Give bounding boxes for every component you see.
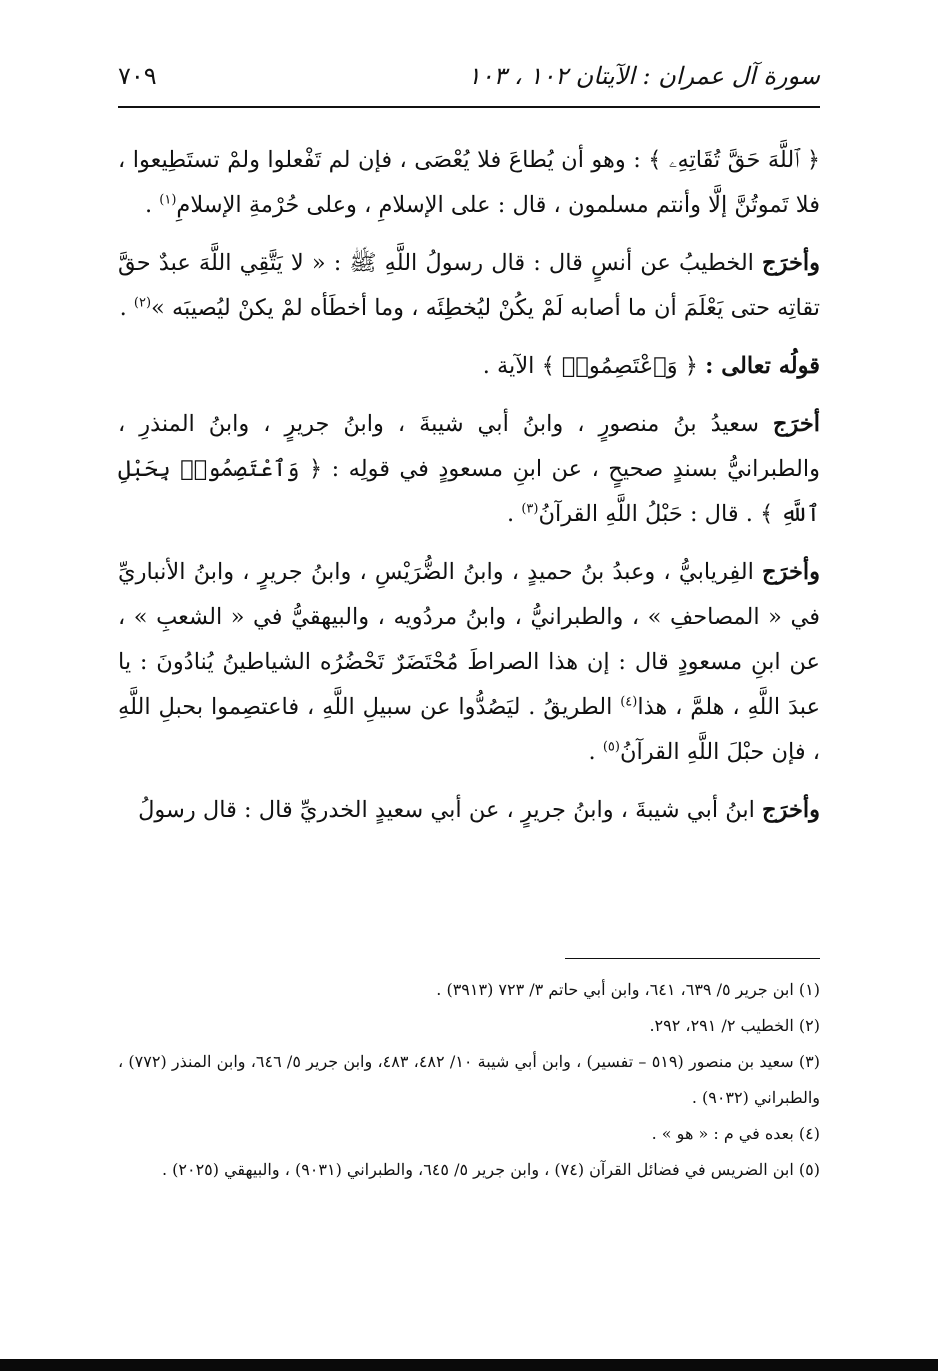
lead-word: وأخرَج bbox=[762, 250, 820, 276]
quran-open-bracket: ﴿ bbox=[684, 353, 706, 379]
running-head bbox=[118, 58, 820, 98]
running-title: سورة آل عمران : الآيتان ١٠٢ ، ١٠٣ bbox=[467, 62, 820, 90]
footnote-1: (١) ابن جرير ٥/ ٦٣٩، ٦٤١، وابن أبي حاتم ٣/ ٧٢٣ (٣٩١٣) . bbox=[436, 980, 820, 999]
quran-close-bracket: ﴾ bbox=[541, 353, 555, 379]
lead-word: أخرَج bbox=[772, 411, 820, 437]
paragraph-text: . bbox=[507, 501, 522, 527]
paragraph-5 bbox=[118, 550, 820, 775]
footnote-4: (٤) بعده في م : « هو » . bbox=[651, 1124, 820, 1143]
paragraph-6 bbox=[118, 788, 820, 833]
quran-close-bracket: ﴾ bbox=[760, 501, 774, 527]
paragraph-text: الطريقُ . ليَصُدُّوا عن سبيلِ اللَّهِ ، فاعتصِموا بحبلِ اللَّهِ ، فإن حبْلَ اللَّهِ القرآنُ bbox=[118, 694, 820, 765]
scan-bottom-edge bbox=[0, 1359, 938, 1371]
lead-word: وأخرَج bbox=[762, 559, 820, 585]
quran-quote: وَٱعْتَصِمُوا۟ بِحَبْلِ ٱللَّهِ bbox=[118, 456, 820, 527]
quran-quote: وَٱعْتَصِمُوا۟ bbox=[561, 353, 678, 379]
footnote-ref: (٣) bbox=[521, 501, 539, 517]
lead-word: وأخرَج bbox=[762, 797, 820, 823]
paragraph-text: ابنُ أبي شيبةَ ، وابنُ جريرٍ ، عن أبي سعيدٍ الخدريِّ قال : قال رسولُ bbox=[138, 797, 763, 823]
page-number: ٧٠٩ bbox=[118, 62, 157, 90]
quran-open-bracket: ﴿ bbox=[806, 147, 821, 173]
footnote-3: (٣) سعيد بن منصور (٥١٩ – تفسير) ، وابن أبي شيبة ١٠/ ٤٨٢، ٤٨٣، وابن جرير ٥/ ٦٤٦، وابن المنذر (٧٧٢) ، والطبراني (٩٠٣٢) . bbox=[118, 1052, 821, 1107]
footnote-rule bbox=[565, 958, 820, 959]
paragraph-text: . bbox=[588, 739, 603, 765]
paragraph-text: الفِريابيُّ ، وعبدُ بنُ حميدٍ ، وابنُ الضُّرَيْسِ ، وابنُ جريرٍ ، وابنُ الأنباريِّ في « المصاحفِ » ، والطبرانيُّ ، وابنُ مردُويه ، والبيهقيُّ في « الشعبِ » ، عن ابنِ مسعودٍ قال : إن هذا الصراطَ مُحْتَضَرٌ تَحْضُرُه الشياطينُ يُنادُونَ : يا عبدَ اللَّهِ ، هلمَّ ، هذا bbox=[118, 559, 820, 720]
footnote-5: (٥) ابن الضريس في فضائل القرآن (٧٤) ، وابن جرير ٥/ ٦٤٥، والطبراني (٩٠٣١) ، والبيهقي (٢٠٢٥) . bbox=[161, 1160, 820, 1179]
header-rule bbox=[118, 106, 820, 108]
paragraph-text: . bbox=[119, 295, 134, 321]
footnote-ref: (٢) bbox=[133, 295, 152, 311]
paragraph-2 bbox=[118, 241, 820, 331]
footnote-ref: (١) bbox=[159, 192, 177, 208]
footnote-2: (٢) الخطيب ٢/ ٢٩١، ٢٩٢. bbox=[649, 1016, 820, 1035]
footnote-ref: (٤) bbox=[620, 694, 638, 710]
quran-quote: ٱللَّهَ حَقَّ تُقَاتِهِۦ bbox=[668, 147, 800, 173]
footnote-ref: (٥) bbox=[602, 739, 620, 755]
section-heading: قولُه تعالى : bbox=[705, 353, 820, 379]
paragraph-text: الآية . bbox=[482, 353, 542, 379]
paragraph-text: الخطيبُ عن أنسٍ قال : قال رسولُ اللَّهِ ﷺ : « لا يَتَّقِي اللَّهَ عبدٌ حقَّ تقاتِه حتى يَعْلَمَ أن ما أصابه لَمْ يكُنْ ليُخطِئَه ، وما أخطَأه لمْ يكنْ ليُصيبَه » bbox=[118, 250, 820, 321]
paragraph-1 bbox=[118, 138, 820, 228]
paragraph-text: . bbox=[144, 192, 160, 218]
quran-close-bracket: ﴾ bbox=[648, 147, 662, 173]
paragraph-3 bbox=[118, 344, 820, 389]
footnotes bbox=[118, 972, 820, 1188]
paragraph-text: . قال : حَبْلُ اللَّهِ القرآنُ bbox=[538, 501, 761, 527]
paragraph-text: : وهو أن يُطاعَ فلا يُعْصَى ، فإن لم تَفْعلوا ولمْ تستَطِيعوا ، فلا تَموتُنَّ إلَّا وأنتم مسلمون ، قال : على الإسلامِ ، وعلى حُرْمةِ الإسلامِ bbox=[118, 147, 820, 218]
paragraph-text: سعيدُ بنُ منصورٍ ، وابنُ أبي شيبةَ ، وابنُ جريرٍ ، وابنُ المنذرِ ، والطبرانيُّ بسندٍ صحيحٍ ، عن ابنِ مسعودٍ في قولِه : bbox=[118, 411, 820, 482]
quran-open-bracket: ﴿ bbox=[308, 456, 332, 482]
body-text bbox=[118, 138, 820, 846]
paragraph-4 bbox=[118, 402, 820, 537]
